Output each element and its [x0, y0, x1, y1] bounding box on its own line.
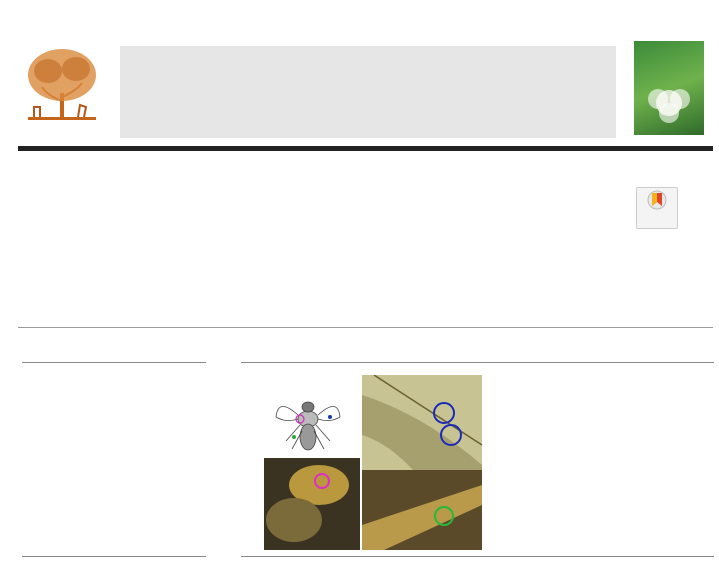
- journal-cover-image[interactable]: [634, 41, 704, 135]
- marker-blue-icon: [328, 415, 332, 419]
- graphical-abstract-rule: [241, 362, 714, 363]
- section-divider: [18, 327, 713, 328]
- cover-flower-icon: [634, 41, 704, 135]
- marker-green-icon: [292, 435, 296, 439]
- graphical-abstract[interactable]: [264, 375, 696, 550]
- header-divider: [18, 146, 713, 151]
- elsevier-tree-logo: [18, 41, 106, 137]
- graphical-abstract-rule-bottom: [241, 556, 714, 557]
- highlights-rule: [22, 362, 206, 363]
- journal-header-band: [120, 46, 616, 138]
- bookmark-icon: [637, 188, 677, 214]
- highlights-rule-bottom: [22, 556, 206, 557]
- check-for-updates-button[interactable]: [636, 187, 678, 229]
